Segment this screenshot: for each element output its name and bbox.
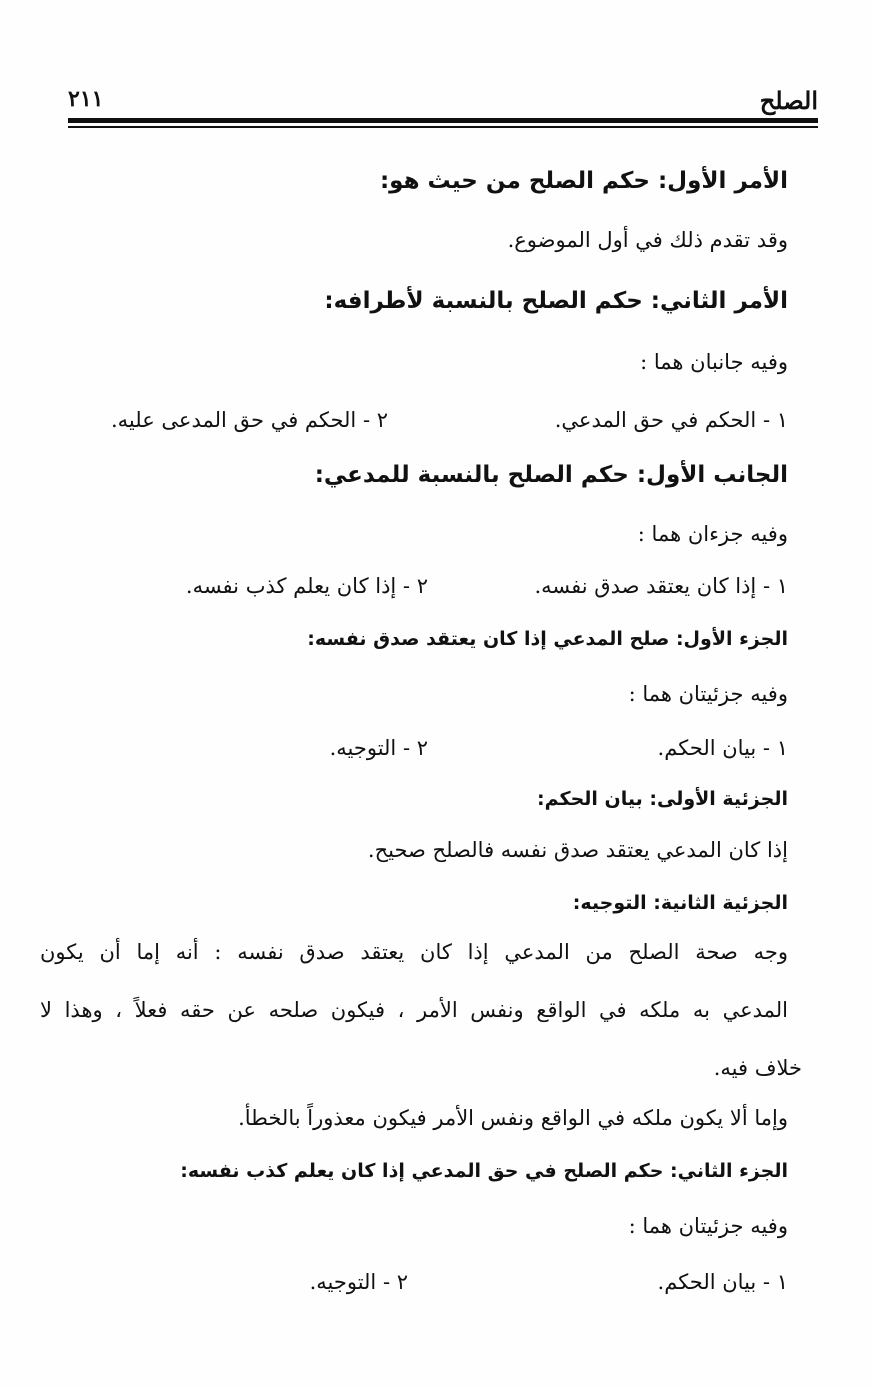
list-item: ٢ - الحكم في حق المدعى عليه. [110,408,388,432]
list-item: ١ - بيان الحكم. [657,1270,788,1294]
list-item: ١ - بيان الحكم. [657,736,788,760]
paragraph-line: خلاف فيه. [713,1056,802,1080]
paragraph: وإما ألا يكون ملكه في الواقع ونفس الأمر فيكون معذوراً بالخطأ. [238,1106,788,1130]
list-item: ٢ - التوجيه. [309,1270,408,1294]
list-two-sides [48,408,788,440]
paragraph-line: وجه صحة الصلح من المدعي إذا كان يعتقد صدق نفسه : أنه إما أن يكون [40,940,788,964]
heading-second-matter: الأمر الثاني: حكم الصلح بالنسبة لأطرافه: [324,288,788,314]
list-sub-points [48,1270,788,1302]
list-item: ٢ - التوجيه. [329,736,428,760]
list-item: ١ - إذا كان يعتقد صدق نفسه. [534,574,788,598]
heading-first-sub-point: الجزئية الأولى: بيان الحكم: [537,788,788,810]
list-sub-points [48,736,788,768]
page-header [68,78,818,130]
paragraph: وفيه جزءان هما : [637,522,788,546]
paragraph: إذا كان المدعي يعتقد صدق نفسه فالصلح صحيح. [367,838,788,862]
list-item: ١ - الحكم في حق المدعي. [554,408,788,432]
heading-first-side: الجانب الأول: حكم الصلح بالنسبة للمدعي: [314,462,788,488]
heading-second-sub-point: الجزئية الثانية: التوجيه: [572,892,788,914]
paragraph: وفيه جزئيتان هما : [628,1214,788,1238]
list-two-parts [48,574,788,606]
list-item: ٢ - إذا كان يعلم كذب نفسه. [185,574,428,598]
page-number: ٢١١ [68,86,104,112]
heading-second-part: الجزء الثاني: حكم الصلح في حق المدعي إذا كان يعلم كذب نفسه: [180,1160,788,1182]
paragraph-line: المدعي به ملكه في الواقع ونفس الأمر ، فيكون صلحه عن حقه فعلاً ، وهذا لا [40,998,788,1022]
heading-first-part: الجزء الأول: صلح المدعي إذا كان يعتقد صدق نفسه: [307,628,788,650]
chapter-title: الصلح [759,86,818,115]
header-rule-thick [68,118,818,123]
header-rule-thin [68,126,818,128]
heading-first-matter: الأمر الأول: حكم الصلح من حيث هو: [379,168,788,194]
paragraph: وفيه جزئيتان هما : [628,682,788,706]
paragraph: وقد تقدم ذلك في أول الموضوع. [507,228,788,252]
paragraph: وفيه جانبان هما : [640,350,788,374]
